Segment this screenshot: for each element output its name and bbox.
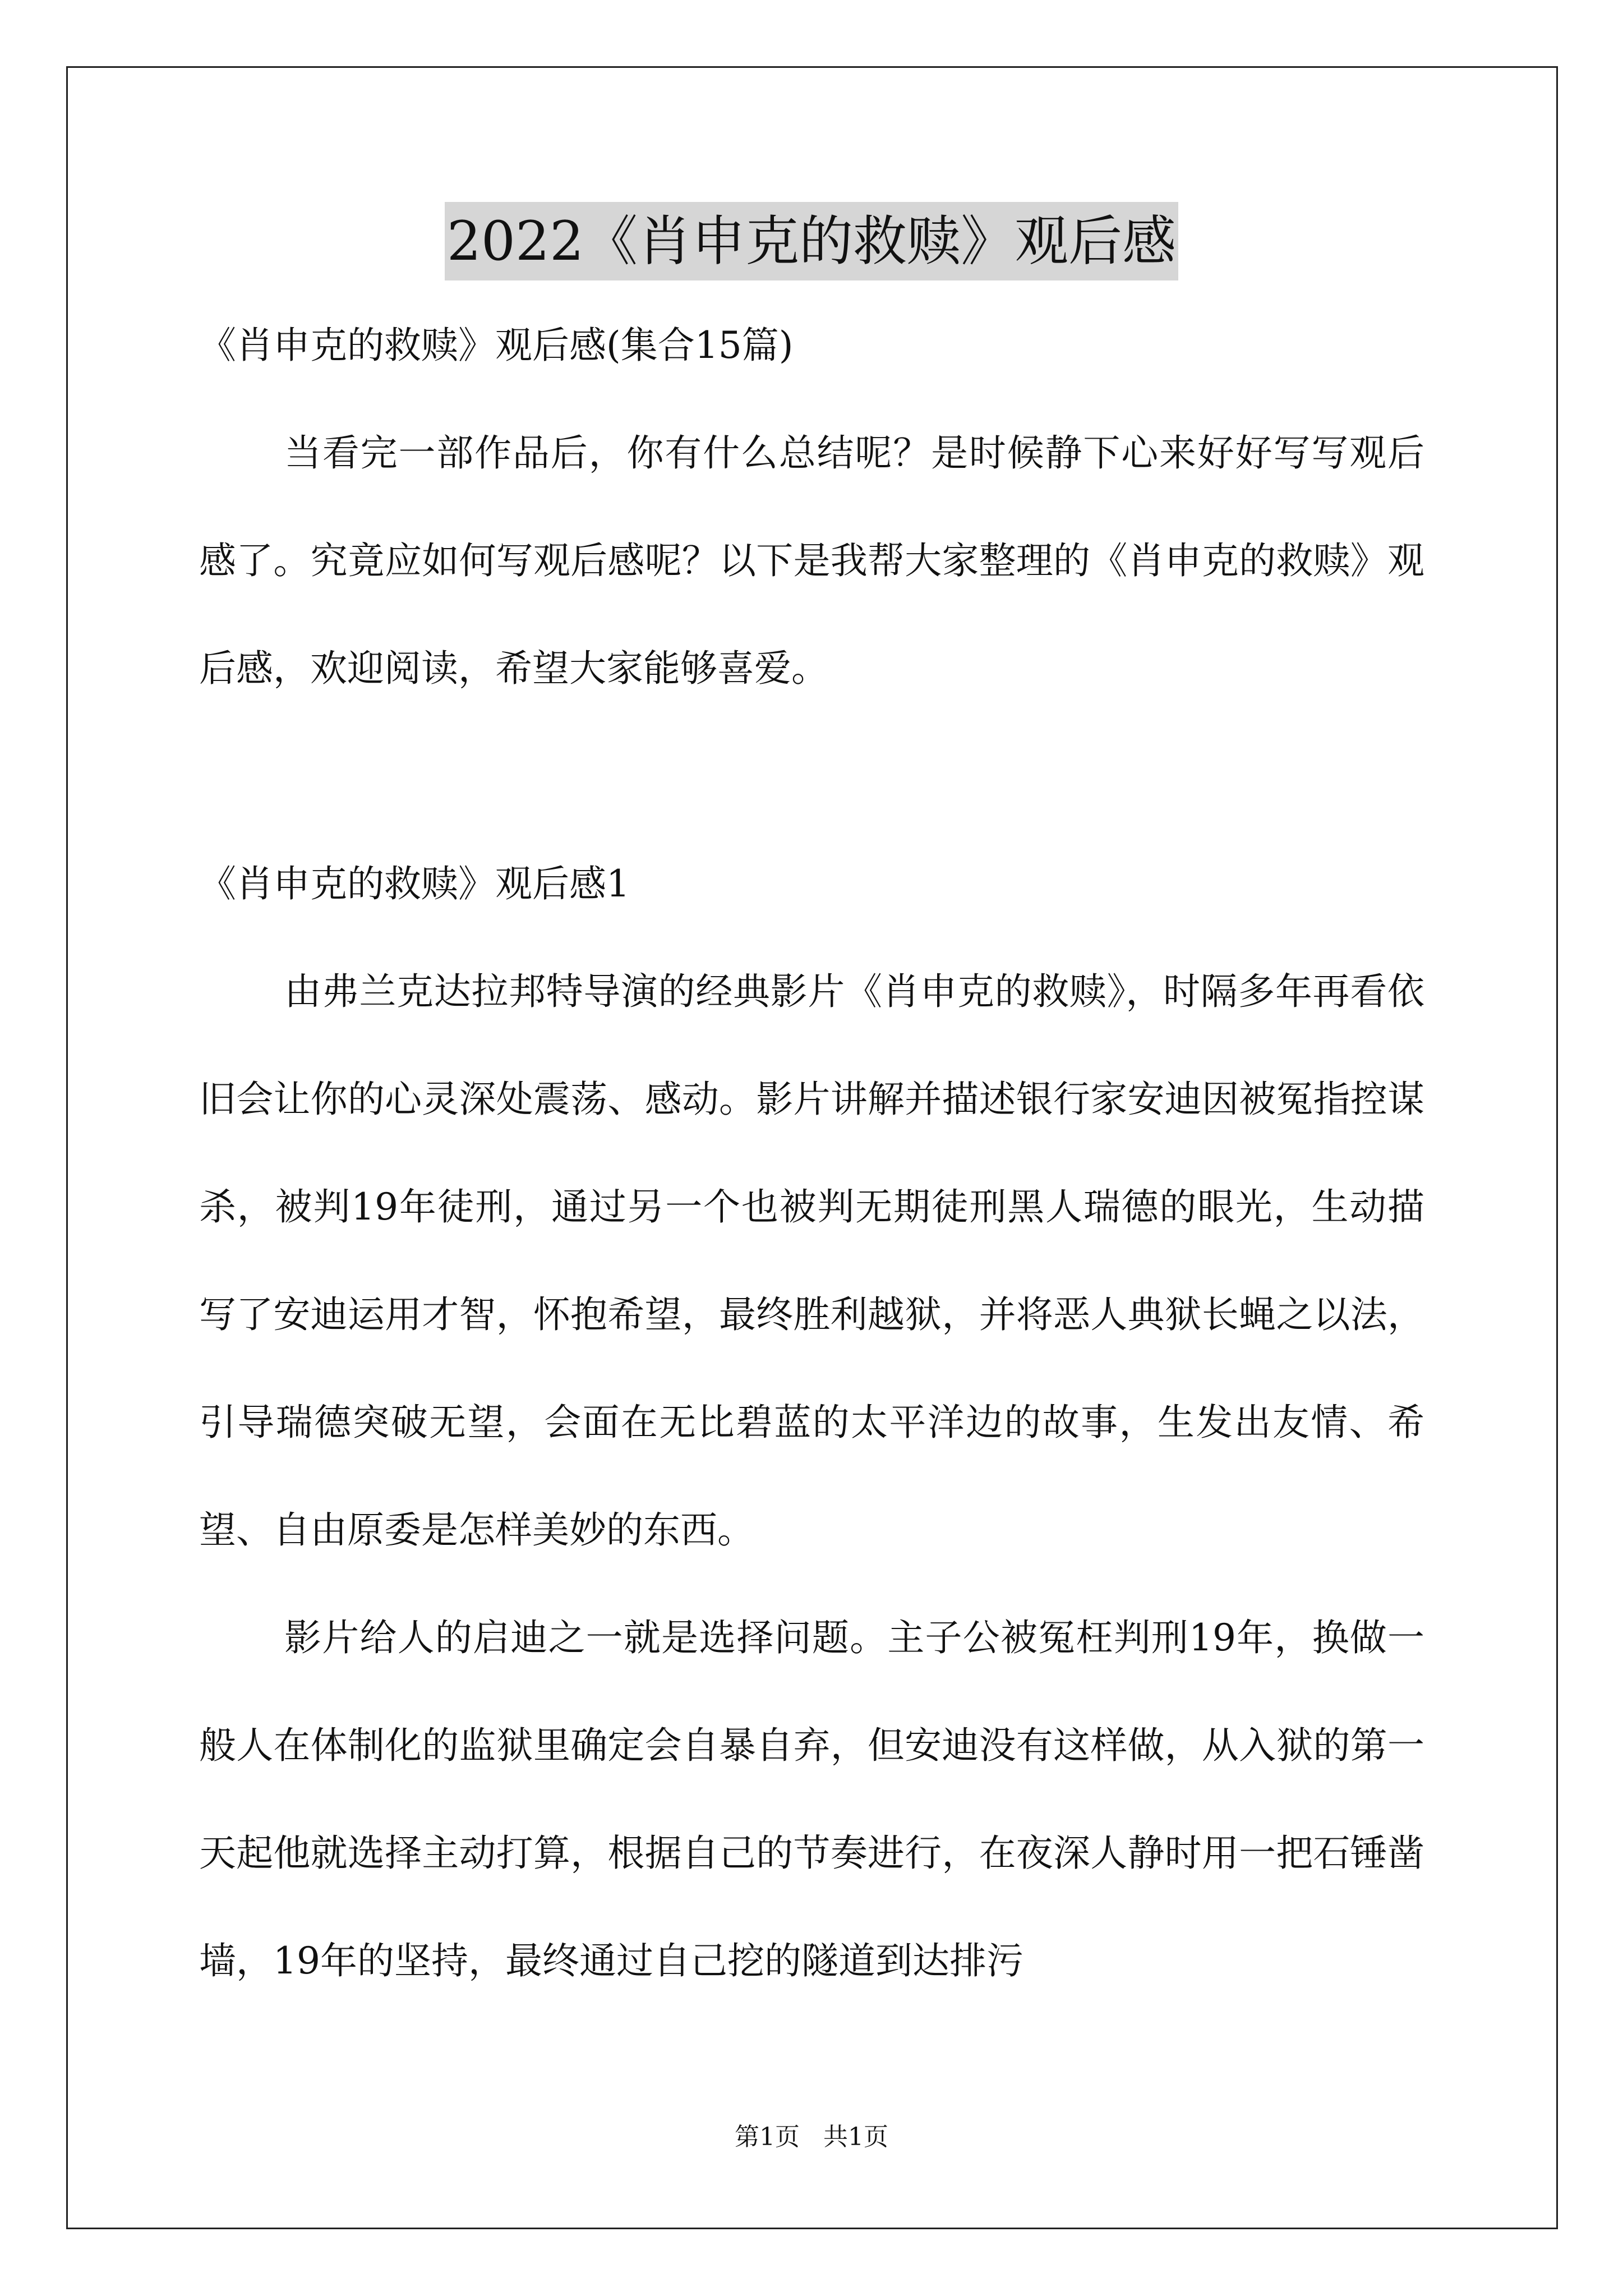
title-container xyxy=(0,202,1623,280)
section-spacer xyxy=(199,723,1424,830)
body-paragraph-2: 影片给人的启迪之一就是选择问题。主子公被冤枉判刑19年，换做一般人在体制化的监狱里确定会自暴自弃，但安迪没有这样做，从入狱的第一天起他就选择主动打算，根据自己的节奏进行，在夜深人静时用一把石锤凿墙，19年的坚持，最终通过自己挖的隧道到达排污 xyxy=(199,1616,1424,1982)
document-title: 2022《肖申克的救赎》观后感 xyxy=(445,202,1178,280)
page-total: 共1页 xyxy=(823,2123,888,2151)
document-body xyxy=(199,292,1424,2015)
document-subtitle: 《肖申克的救赎》观后感(集合15篇) xyxy=(199,324,794,367)
page-footer xyxy=(0,2120,1623,2154)
page-number: 第1页 xyxy=(735,2123,800,2151)
body-paragraph-1: 由弗兰克达拉邦特导演的经典影片《肖申克的救赎》，时隔多年再看依旧会让你的心灵深处震荡、感动。影片讲解并描述银行家安迪因被冤指控谋杀，被判19年徒刑，通过另一个也被判无期徒刑黑人瑞德的眼光，生动描写了安迪运用才智，怀抱希望，最终胜利越狱，并将恶人典狱长蝇之以法，引导瑞德突破无望，会面在无比碧蓝的太平洋边的故事，生发出友情、希望、自由原委是怎样美妙的东西。 xyxy=(199,970,1424,1552)
intro-paragraph: 当看完一部作品后，你有什么总结呢？是时候静下心来好好写写观后感了。究竟应如何写观后感呢？以下是我帮大家整理的《肖申克的救赎》观后感，欢迎阅读，希望大家能够喜爱。 xyxy=(199,431,1424,690)
section-heading: 《肖申克的救赎》观后感1 xyxy=(199,862,630,905)
